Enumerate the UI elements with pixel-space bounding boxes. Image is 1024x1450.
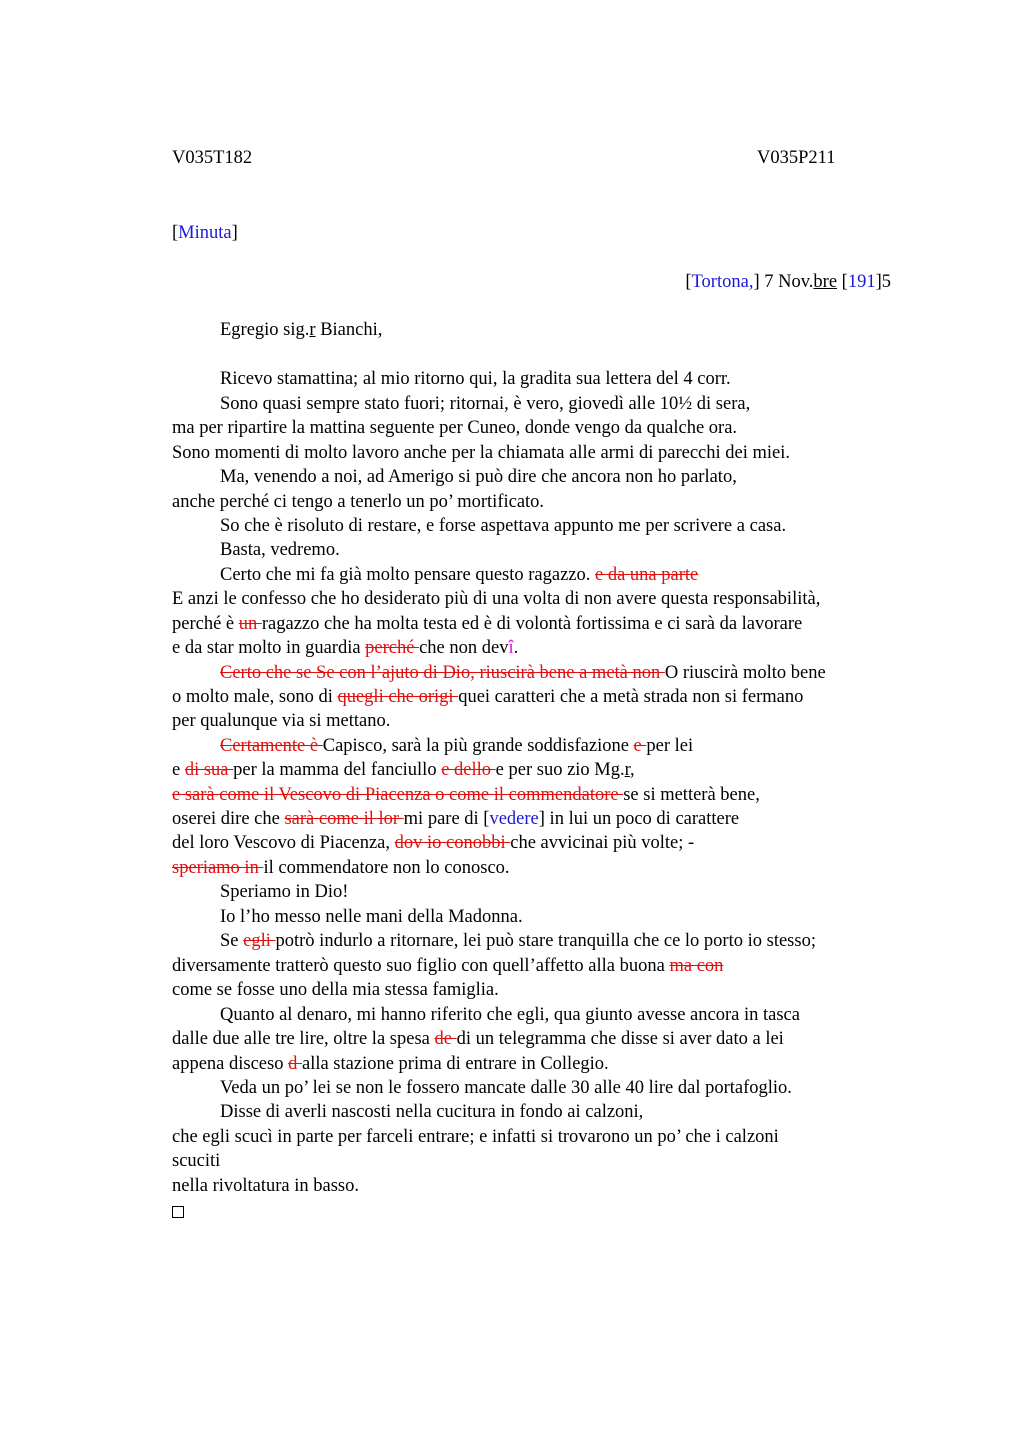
body-line: Disse di averli nascosti nella cucitura in fondo ai calzoni, xyxy=(220,1102,644,1122)
body-line: nella rivoltatura in basso. xyxy=(172,1176,360,1196)
body-line: Veda un po’ lei se non le fossero mancate dalle 30 alle 40 lire dal portafoglio. xyxy=(220,1078,792,1098)
body-line: Certamente è Capisco, sarà la più grande soddisfazione e per lei xyxy=(220,736,694,756)
body-line: Se egli potrò indurlo a ritornare, lei può stare tranquilla che ce lo porto io stesso; xyxy=(220,931,816,951)
salutation: Egregio sig.r Bianchi, xyxy=(220,320,383,340)
body-line: appena disceso d alla stazione prima di entrare in Collegio. xyxy=(172,1054,609,1074)
square-icon xyxy=(172,1206,184,1218)
body-line: scuciti xyxy=(172,1151,221,1171)
body-line: Speriamo in Dio! xyxy=(220,882,349,902)
body-line: che egli scucì in parte per farceli entrare; e infatti si trovarono un po’ che i calzoni xyxy=(172,1127,779,1147)
body-line: come se fosse uno della mia stessa famiglia. xyxy=(172,980,499,1000)
body-line: ma per ripartire la mattina seguente per Cuneo, donde vengo da qualche ora. xyxy=(172,418,738,438)
header-left-code: V035T182 xyxy=(172,148,253,168)
body-line: per qualunque via si mettano. xyxy=(172,711,391,731)
body-line: anche perché ci tengo a tenerlo un po’ mortificato. xyxy=(172,492,545,512)
body-line: e sarà come il Vescovo di Piacenza o come il commendatore se si metterà bene, xyxy=(172,785,760,805)
minuta-label: [Minuta] xyxy=(172,223,238,243)
body-line: speriamo in il commendatore non lo conosco. xyxy=(172,858,510,878)
dateline: [Tortona,] 7 Nov.bre [191]5 xyxy=(685,272,891,292)
header-right-code: V035P211 xyxy=(757,148,836,168)
body-line: o molto male, sono di quegli che origi quei caratteri che a metà strada non si fermano xyxy=(172,687,804,707)
body-line: Quanto al denaro, mi hanno riferito che egli, qua giunto avesse ancora in tasca xyxy=(220,1005,800,1025)
body-line: Certo che mi fa già molto pensare questo ragazzo. e da una parte xyxy=(220,565,699,585)
body-line: e da star molto in guardia perché che non devî. xyxy=(172,638,519,658)
body-line: perché è un ragazzo che ha molta testa ed è di volontà fortissima e ci sarà da lavorare xyxy=(172,614,803,634)
body-line: E anzi le confesso che ho desiderato più di una volta di non avere questa responsabilità, xyxy=(172,589,821,609)
body-line: Ma, venendo a noi, ad Amerigo si può dire che ancora non ho parlato, xyxy=(220,467,737,487)
body-line: del loro Vescovo di Piacenza, dov io conobbi che avvicinai più volte; - xyxy=(172,833,695,853)
body-line: So che è risoluto di restare, e forse aspettava appunto me per scrivere a casa. xyxy=(220,516,787,536)
body-line: Io l’ho messo nelle mani della Madonna. xyxy=(220,907,523,927)
body-line: e di sua per la mamma del fanciullo e dello e per suo zio Mg.r, xyxy=(172,760,635,780)
body-line: oserei dire che sarà come il lor mi pare di [vedere] in lui un poco di carattere xyxy=(172,809,740,829)
body-line: dalle due alle tre lire, oltre la spesa de di un telegramma che disse si aver dato a lei xyxy=(172,1029,784,1049)
body-line: diversamente tratterò questo suo figlio con quell’affetto alla buona ma con xyxy=(172,956,724,976)
body-line: Ricevo stamattina; al mio ritorno qui, la gradita sua lettera del 4 corr. xyxy=(220,369,731,389)
body-line: Sono momenti di molto lavoro anche per la chiamata alle armi di parecchi dei miei. xyxy=(172,443,790,463)
body-line: Sono quasi sempre stato fuori; ritornai, è vero, giovedì alle 10½ di sera, xyxy=(220,394,751,414)
body-line: Certo che se Se con l’ajuto di Dio, riuscirà bene a metà non O riuscirà molto bene xyxy=(220,663,826,683)
body-line: Basta, vedremo. xyxy=(220,540,340,560)
end-square-marker xyxy=(172,1201,184,1225)
